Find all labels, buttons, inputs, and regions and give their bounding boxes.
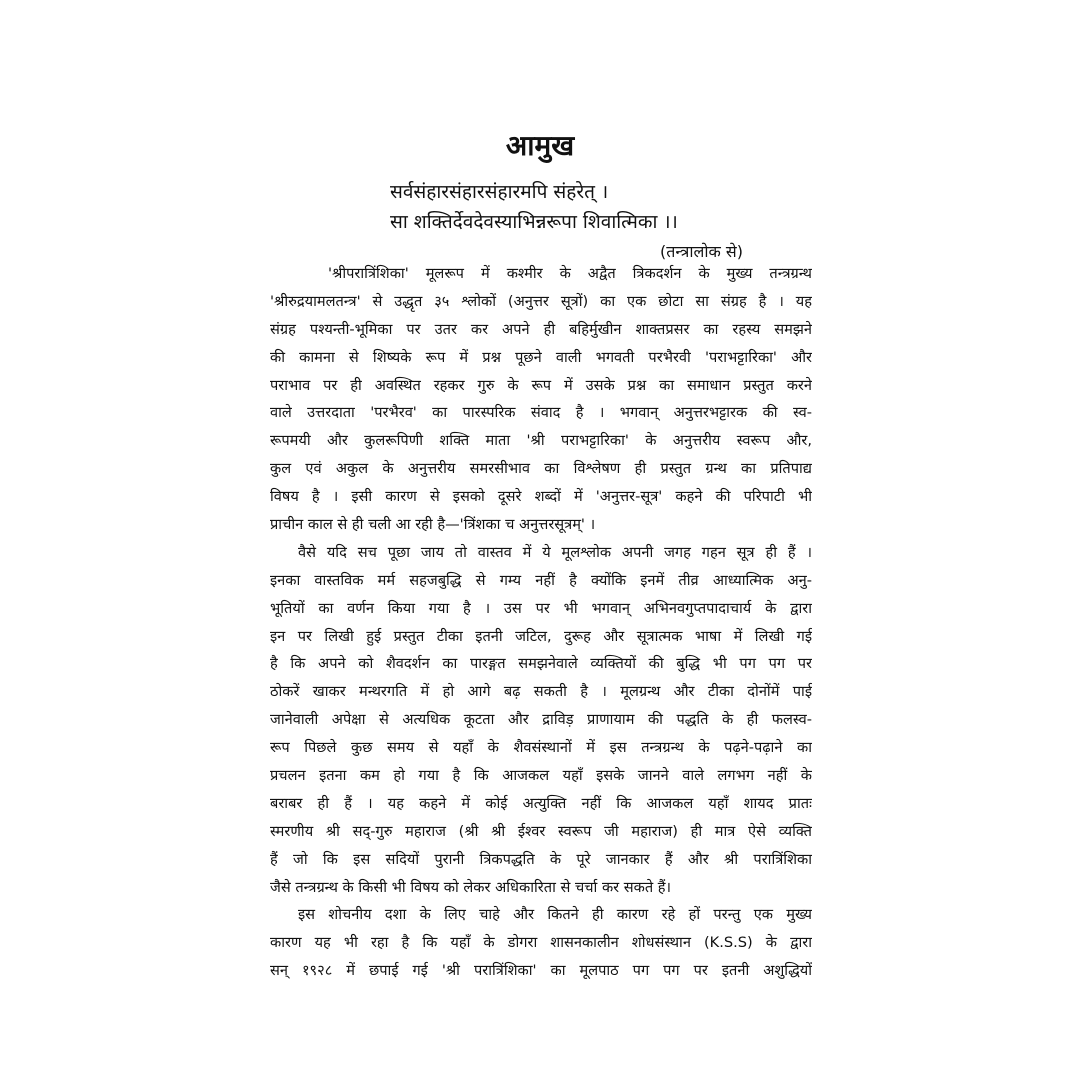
paragraph-1 <box>270 260 812 539</box>
text-line: जैसे तन्त्रग्रन्थ के किसी भी विषय को लेकर अधिकारिता से चर्चा कर सकते हैं। <box>270 878 672 896</box>
text-line: रूपमयी और कुलरूपिणी शक्ति माता 'श्री पराभट्टारिका' के अनुत्तरीय स्वरूप और, <box>270 432 812 450</box>
body-text <box>270 260 812 985</box>
text-line: कुल एवं अकुल के अनुत्तरीय समरसीभाव का विश्लेषण ही प्रस्तुत ग्रन्थ का प्रतिपाद्य <box>270 460 812 478</box>
paragraph-2 <box>270 539 812 902</box>
text-line: 'श्रीरुद्रयामलतन्त्र' से उद्धृत ३५ श्लोकों (अनुत्तर सूत्रों) का एक छोटा सा संग्रह है । यह <box>270 292 812 310</box>
text-line: इन पर लिखी हुई प्रस्तुत टीका इतनी जटिल, दुरूह और सूत्रात्मक भाषा में लिखी गई <box>270 627 812 645</box>
text-line: सन् १९२८ में छपाई गई 'श्री परात्रिंशिका' का मूलपाठ पग पग पर इतनी अशुद्धियों <box>270 962 812 980</box>
text-line: विषय है । इसी कारण से इसको दूसरे शब्दों में 'अनुत्तर-सूत्र' कहने की परिपाटी भी <box>270 488 812 506</box>
text-line: ठोकरें खाकर मन्थरगति में हो आगे बढ़ सकती है । मूलग्रन्थ और टीका दोनोंमें पाई <box>270 683 812 701</box>
text-line: इनका वास्तविक मर्म सहजबुद्धि से गम्य नहीं है क्योंकि इनमें तीव्र आध्यात्मिक अनु- <box>270 571 812 589</box>
text-line: वैसे यदि सच पूछा जाय तो वास्तव में ये मूलश्लोक अपनी जगह गहन सूत्र ही हैं । <box>298 543 812 561</box>
verse-line-1: सर्वसंहारसंहारसंहारमपि संहरेत् । <box>390 181 609 203</box>
text-line: प्राचीन काल से ही चली आ रही है—'त्रिंशका च अनुत्तरसूत्रम्' । <box>270 516 596 534</box>
text-line: इस शोचनीय दशा के लिए चाहे और कितने ही कारण रहे हों परन्तु एक मुख्य <box>298 906 812 924</box>
text-line: जानेवाली अपेक्षा से अत्यधिक कूटता और द्राविड़ प्राणायाम की पद्धति के ही फलस्व- <box>270 711 812 729</box>
text-line: कारण यह भी रहा है कि यहाँ के डोगरा शासनकालीन शोधसंस्थान (K.S.S) के द्वारा <box>270 934 812 952</box>
text-line: संग्रह पश्यन्ती-भूमिका पर उतर कर अपने ही बहिर्मुखीन शाक्तप्रसर का रहस्य समझने <box>270 320 812 338</box>
verse-source: (तन्त्रालोक से) <box>660 242 743 261</box>
text-line: 'श्रीपरात्रिंशिका' मूलरूप में कश्मीर के अद्वैत त्रिकदर्शन के मुख्य तन्त्रग्रन्थ <box>328 265 812 282</box>
text-line: की कामना से शिष्यके रूप में प्रश्न पूछने वाली भगवती परभैरवी 'पराभट्टारिका' और <box>270 348 812 366</box>
text-line: हैं जो कि इस सदियों पुरानी त्रिकपद्धति के पूरे जानकार हैं और श्री परात्रिंशिका <box>270 850 812 868</box>
text-line: रूप पिछले कुछ समय से यहाँ के शैवसंस्थानों में इस तन्त्रग्रन्थ के पढ़ने-पढ़ाने का <box>270 739 812 757</box>
text-line: है कि अपने को शैवदर्शन का पारङ्गत समझनेवाले व्यक्तियों की बुद्धि भी पग पग पर <box>270 655 812 673</box>
text-line: स्मरणीय श्री सद्-गुरु महाराज (श्री श्री ईश्वर स्वरूप जी महाराज) ही मात्र ऐसे व्यक्ति <box>270 822 812 840</box>
verse-line-2: सा शक्तिर्देवदेवस्याभिन्नरूपा शिवात्मिका ।। <box>390 211 678 233</box>
page-title: आमुख <box>505 129 575 162</box>
paragraph-3 <box>270 901 812 985</box>
text-line: पराभाव पर ही अवस्थित रहकर गुरु के रूप में उसके प्रश्न का समाधान प्रस्तुत करने <box>270 376 812 394</box>
text-line: प्रचलन इतना कम हो गया है कि आजकल यहाँ इसके जानने वाले लगभग नहीं के <box>270 767 812 785</box>
text-line: बराबर ही हैं । यह कहने में कोई अत्युक्ति नहीं कि आजकल यहाँ शायद प्रातः <box>270 794 812 812</box>
text-line: भूतियों का वर्णन किया गया है । उस पर भी भगवान् अभिनवगुप्तपादाचार्य के द्वारा <box>270 599 812 617</box>
text-line: वाले उत्तरदाता 'परभैरव' का पारस्परिक संवाद है । भगवान् अनुत्तरभट्टारक की स्व- <box>270 404 812 422</box>
